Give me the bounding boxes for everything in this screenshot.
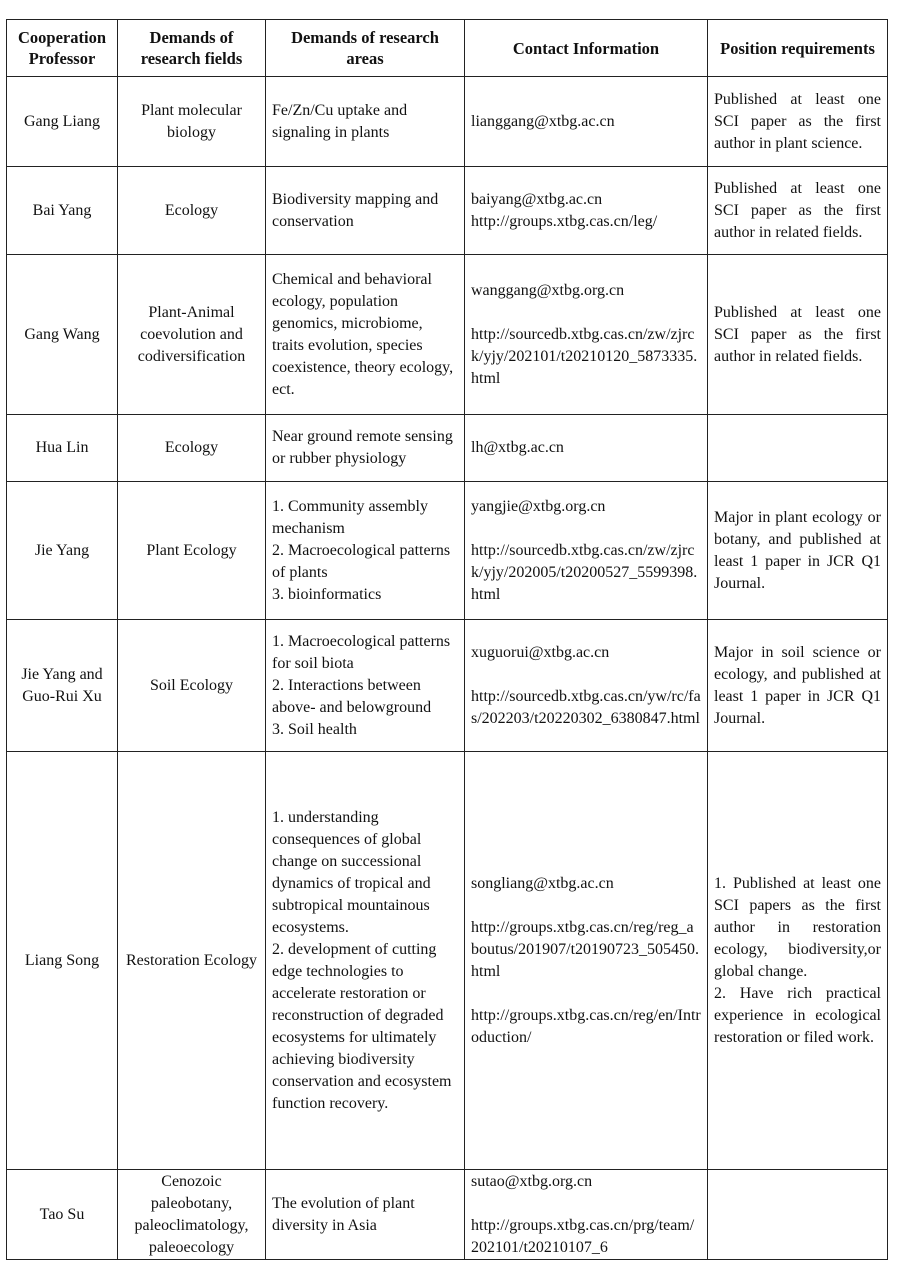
contact-email: sutao@xtbg.org.cn [471,1172,593,1190]
header-research-fields: Demands of research fields [118,20,266,77]
contact-cell [465,482,708,620]
table-row [7,752,888,1170]
table-row [7,255,888,415]
contact-cell [465,1170,708,1260]
research-area-cell: Fe/Zn/Cu uptake and signaling in plants [266,77,465,167]
contact-cell [465,752,708,1170]
contact-link: http://sourcedb.xtbg.cas.cn/yw/rc/fas/202203/t20220302_6380847.html [471,687,701,727]
requirement-cell [708,415,888,482]
contact-email: wanggang@xtbg.org.cn [471,281,625,299]
research-field-cell: Restoration Ecology [118,752,266,1170]
professor-cell: Tao Su [7,1170,118,1260]
research-area-cell: Near ground remote sensing or rubber physiology [266,415,465,482]
table-row [7,620,888,752]
contact-cell [465,415,708,482]
professor-cell: Gang Liang [7,77,118,167]
professor-cell: Jie Yang and Guo-Rui Xu [7,620,118,752]
contact-email: songliang@xtbg.ac.cn [471,874,614,892]
table-row [7,1170,888,1260]
research-field-cell: Ecology [118,415,266,482]
contact-email: baiyang@xtbg.ac.cn [471,190,603,208]
professor-cell: Hua Lin [7,415,118,482]
contact-link: http://groups.xtbg.cas.cn/reg/reg_aboutus/201907/t20190723_505450.html [471,918,700,980]
header-professor: Cooperation Professor [7,20,118,77]
research-field-cell: Soil Ecology [118,620,266,752]
professor-cell: Bai Yang [7,167,118,255]
contact-cell [465,77,708,167]
table-row [7,77,888,167]
research-field-cell: Ecology [118,167,266,255]
header-row [7,20,888,77]
positions-table [6,19,888,1260]
contact-link: http://groups.xtbg.cas.cn/prg/team/202101/t20210107_6 [471,1216,695,1256]
research-field-cell: Plant Ecology [118,482,266,620]
header-requirements: Position requirements [708,20,888,77]
professor-cell: Gang Wang [7,255,118,415]
research-field-cell: Plant molecular biology [118,77,266,167]
requirement-cell: Major in soil science or ecology, and published at least 1 paper in JCR Q1 Journal. [708,620,888,752]
contact-link: http://groups.xtbg.cas.cn/leg/ [471,212,658,230]
research-area-cell: 1. understanding consequences of global change on successional dynamics of tropical and subtropical mountainous ecosystems. 2. development of cutting edge technologies to accelerate restoration or reconstruction of degraded ecosystems for ultimately achieving biodiversity conservation and ecosystem function recovery. [266,752,465,1170]
research-area-cell: 1. Community assembly mechanism 2. Macroecological patterns of plants 3. bioinformatics [266,482,465,620]
requirement-cell [708,1170,888,1260]
header-contact: Contact Information [465,20,708,77]
research-area-cell: Biodiversity mapping and conservation [266,167,465,255]
table-row [7,482,888,620]
contact-link: http://sourcedb.xtbg.cas.cn/zw/zjrck/yjy/202005/t20200527_5599398.html [471,541,698,603]
requirement-cell: Published at least one SCI paper as the first author in related fields. [708,255,888,415]
professor-cell: Jie Yang [7,482,118,620]
contact-link: http://groups.xtbg.cas.cn/reg/en/Introduction/ [471,1006,701,1046]
contact-email: lh@xtbg.ac.cn [471,439,564,456]
requirement-cell: Published at least one SCI paper as the first author in plant science. [708,77,888,167]
research-field-cell: Plant-Animal coevolution and codiversification [118,255,266,415]
contact-email: yangjie@xtbg.org.cn [471,497,606,515]
research-area-cell: 1. Macroecological patterns for soil biota 2. Interactions between above- and belowground 3. Soil health [266,620,465,752]
research-area-cell: The evolution of plant diversity in Asia [266,1170,465,1260]
requirement-cell: Published at least one SCI paper as the first author in related fields. [708,167,888,255]
contact-email: xuguorui@xtbg.ac.cn [471,643,610,661]
contact-email: lianggang@xtbg.ac.cn [471,112,615,130]
contact-cell [465,167,708,255]
table-row [7,167,888,255]
contact-link: http://sourcedb.xtbg.cas.cn/zw/zjrck/yjy/202101/t20210120_5873335.html [471,325,698,387]
professor-cell: Liang Song [7,752,118,1170]
requirement-cell: 1. Published at least one SCI papers as the first author in restoration ecology, biodiversity,or global change. 2. Have rich practical experience in ecological restoration or filed work. [708,752,888,1170]
research-field-cell: Cenozoic paleobotany, paleoclimatology, paleoecology [118,1170,266,1260]
header-research-areas: Demands of research areas [266,20,465,77]
contact-cell [465,620,708,752]
contact-cell [465,255,708,415]
requirement-cell: Major in plant ecology or botany, and published at least 1 paper in JCR Q1 Journal. [708,482,888,620]
research-area-cell: Chemical and behavioral ecology, population genomics, microbiome, traits evolution, species coexistence, theory ecology, ect. [266,255,465,415]
table-row [7,415,888,482]
